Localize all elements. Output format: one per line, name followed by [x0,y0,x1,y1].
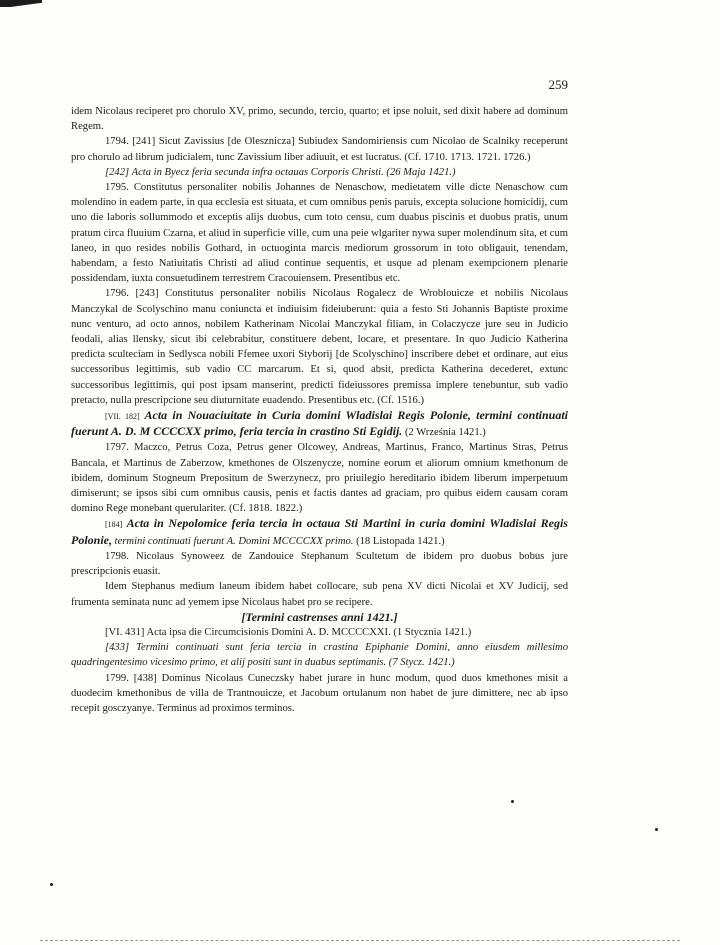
scan-speck [655,828,658,831]
scan-speck [50,883,53,886]
paragraph: Idem Stephanus medium laneum ibidem habet collocare, sub pena XV dicti Nicolai et XV Judicij, sed frumenta seminata nunc ad yemem ipse Nicolaus habet pro se recipere. [71,581,568,608]
document-body [71,104,568,716]
paragraph: [VI. 431] Acta ipsa die Circumcisionis Domini A. D. MCCCCXXI. (1 Stycznia 1421.) [105,626,472,638]
acta-heading [71,516,568,548]
record-reference: [184] [105,520,123,530]
scan-speck [511,800,514,803]
page-number: 259 [548,77,568,92]
acta-title: Acta in Nepolomice feria tercia in octaua Sti Martini in curia domini Wladislai Regis Polonie, [71,516,568,547]
paragraph: 1799. [438] Dominus Nicolaus Cuneczsky habet jurare in hunc modum, quod duos kmethones misit a duodecim kmethonibus de villa de Trantnouicze, et Jacobum ortulanum non habet de jure dimittere, nec ab ipso recepit gosczyanye. Terminus ad proximos terminos. [71,672,568,714]
paragraph: idem Nicolaus reciperet pro chorulo XV, primo, secundo, tercio, quarto; et ipse noluit, sed dixit habere ad dominum Regem. [71,106,568,133]
acta-title: Acta in Nouaciuitate in Curia domini Wladislai Regis Polonie, termini continuati fuerunt A. D. M CCCCXX primo, feria tercia in crastino Sti Egidij. [71,408,568,439]
acta-subtitle: termini continuati fuerunt A. Domini MCCCCXX primo. [114,535,354,547]
page-bottom-edge [40,940,680,941]
paragraph: 1796. [243] Constitutus personaliter nobilis Nicolaus Rogalecz de Wroblouicze et nobilis Nicolaus Manczykal de Scolyschino manu coniuncta et indiuisim fideiuberunt: quia a festo Sti Johannis Baptiste proxime nunc venturo, ad octo annos, nobilem Katherinam Nicolai Manczykal filiam, in Colaczycze jure seu in Judicio feodali, alias llensky, sicut ibi celebrabitur, constituere debent, locare, et presentare. In quo Judicio Katherina predicta sculteciam in Sedlysca nobili Ffemee uxori Styborij [de Scolyschino] inscribere debet et ordinare, aut eius successoribus legittimis, sub vadio CC marcarum. Et si, quod absit, predicta Katherina decederet, extunc successoribus legittimis, qui post ipsam manserint, predicti fideiussores premissa implere tenebuntur, sub vadio pretacto, nulla prescripcione seu diuturnitate euadendo. Presentibus etc. (Cf. 1516.) [71,288,568,406]
paragraph: 1798. Nicolaus Synoweez de Zandouice Stephanum Scultetum de ibidem pro duobus bobus jure prescripcionis euasit. [71,550,568,578]
record-reference: [VII. 182] [105,412,140,422]
section-heading: [Termini castrenses anni 1421.] [241,609,398,624]
date-note: (18 Listopada 1421.) [356,535,445,547]
scan-corner-mark [0,0,42,7]
paragraph: [433] Termini continuati sunt feria tercia in crastina Epiphanie Domini, anno eiusdem millesimo quadringentesimo vicesimo primo, et alij positi sunt in duabus septimanis. (7 Stycz. 1421.) [71,642,568,669]
paragraph: [242] Acta in Byecz feria secunda infra octauas Corporis Christi. (26 Maja 1421.) [105,166,456,178]
paragraph: 1794. [241] Sicut Zavissius [de Olesznicza] Subiudex Sandomiriensis cum Nicolao de Scalniky receperunt pro chorulo ad librum judicialem, tunc Zavissium liber adiuuit, et est lucratus. (Cf. 1710. 1713. 1721. 1726.) [71,136,568,163]
paragraph: 1795. Constitutus personaliter nobilis Johannes de Nenaschow, medietatem ville dicte Nenaschow cum molendino in eadem parte, in qua ecclesia est situata, et cum omnibus penis paruis, excepta solucione homicidij, cum uno die laboris sollummodo et exceptis alijs duobus, cum toto censu, cum duabus piscinis et duobus pratis, unum pratum circa fluuium Czarna, et aliud in superficie ville, cum una peie wlgariter nywa super molendinum sita, et cum laneo, in quo resides nobilis Gothard, in octuoginta marcis mediorum grossorum in toto obligauit, tenendam, habendam, a festo Natiuitatis Christi ad aliud continue sequentis, et usque ad plenam exempcionem plenarie possidendam, iuxta consuetudinem terrestrem Cracouiensem. Presentibus etc. [71,182,568,285]
date-note: (2 Września 1421.) [404,427,486,439]
paragraph: 1797. Maczco, Petrus Coza, Petrus gener Olcowey, Andreas, Martinus, Franco, Martinus Stras, Petrus Bancala, et Martinus de Zaberzow, kmethones de Olszenycze, nomine eorum et aliorum omnium kmethonum de ibidem, dominum Stogneum Prepositum de Swerzynecz, pro priuilegio hereditario ibidem liberum imperpetuum dimiserunt; se ipsos sibi cum omnibus causis, penis et factis dantes ad graciam, pro quibus eidem causam coram domino Rege monebant querulariter. (Cf. 1818. 1822.) [71,442,568,515]
acta-heading [71,408,568,440]
